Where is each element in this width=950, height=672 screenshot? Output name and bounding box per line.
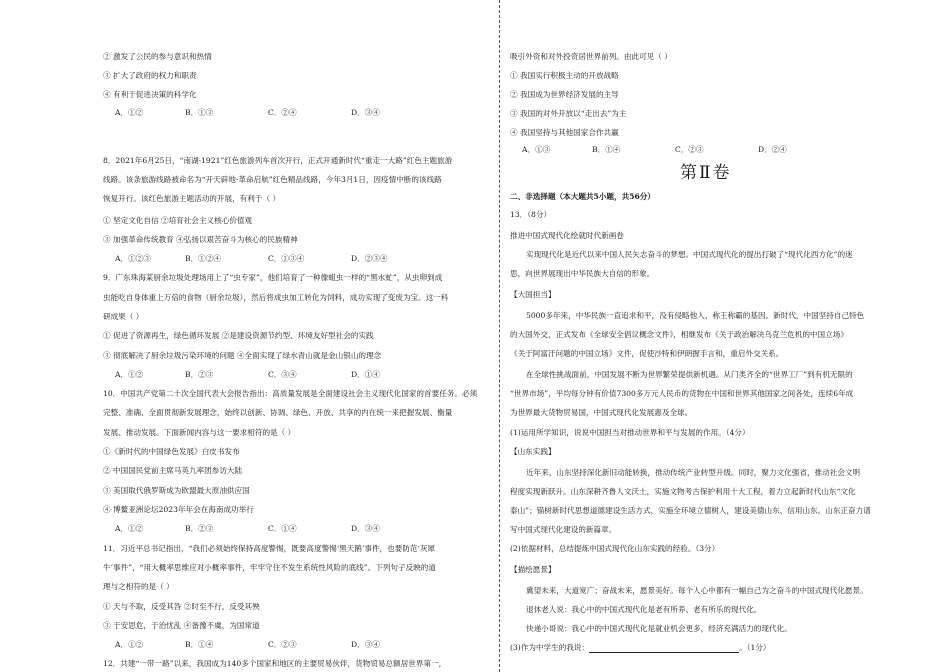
text-line: ③ 于安思危，于治忧乱 ④备豫不虞，为国常道 bbox=[103, 621, 260, 630]
text-line: ④ 博鳌亚洲论坛2023年年会在海南成功举行 bbox=[103, 505, 254, 514]
material-paragraph: 程度实现新跃升。山东深耕齐鲁人文沃土，实施文物考古保护利用十大工程，着力立起新时代山东“文化 bbox=[510, 487, 856, 496]
answer-option[interactable]: B．①④ bbox=[185, 640, 214, 649]
answer-option[interactable]: B．①③ bbox=[185, 108, 214, 117]
material-paragraph: 泰山”；锚树新时代思想道德建设生活方式，实施全环境立德树人，建设美德山东、信用山东。山东正奋力谱 bbox=[510, 506, 871, 515]
answer-option[interactable]: A．①② bbox=[115, 640, 144, 649]
answer-option[interactable]: C．②④ bbox=[268, 108, 297, 117]
volume-title: 第Ⅱ卷 bbox=[680, 163, 732, 183]
text-line: 11．习近平总书记指出，“我们必须始终保持高度警惕，既要高度警惕‘黑天鹅’事件，也要防范‘灰犀 bbox=[103, 544, 436, 553]
material-paragraph: 退休老人说：我心中的中国式现代化是老有所养、老有所乐的现代化。 bbox=[526, 605, 762, 614]
text-line: ② 中国国民党前主席马英九率团参访大陆 bbox=[103, 466, 243, 475]
question-prompt-fill bbox=[510, 643, 771, 653]
text-line: 研成果（ ） bbox=[103, 312, 144, 321]
material-paragraph: 思，向世界展现出中华民族大自信的形象。 bbox=[510, 269, 655, 278]
text-line: ③ 加强革命传统教育 ④弘扬以艰苦奋斗为核心的民族精神 bbox=[103, 235, 298, 244]
material-paragraph: 的大国外交，正式发布《全球安全倡议概念文件》，相继发布《关于政治解决乌克兰危机的中国立场》 bbox=[510, 330, 848, 339]
text-line: 9．广东珠海某厨余垃圾处理场用上了“虫专家”，他们培育了一种像蛆虫一样的“黑水虻”，从虫卵到成 bbox=[103, 273, 443, 282]
answer-option[interactable]: D．①④ bbox=[351, 370, 380, 379]
text-line: 8．2021年6月25日，“南湖·1921”红色旅游列车首次开行，正式开通新时代“重走一大路”红色主题旅游 bbox=[103, 156, 453, 165]
answer-blank[interactable] bbox=[589, 644, 739, 653]
question-prompt: (2)依据材料，总结提炼中国式现代化山东实践的经验。（3分） bbox=[510, 544, 720, 553]
answer-option[interactable]: C．②③ bbox=[675, 145, 704, 154]
material-paragraph: 冀望未来，大道宽广；奋战未来，愿景美好。每个人心中都有一幅自己为之奋斗的中国式现代化愿景。 bbox=[526, 586, 868, 595]
answer-option[interactable]: D．③④ bbox=[351, 640, 380, 649]
answer-option[interactable]: D．②④ bbox=[758, 145, 787, 154]
answer-option[interactable]: C．②③ bbox=[268, 640, 297, 649]
section-tag: 【描绘愿景】 bbox=[510, 565, 556, 574]
text-line: 理与之相符的是（ ） bbox=[103, 582, 174, 591]
answer-option[interactable]: D．②③④ bbox=[351, 254, 388, 263]
answer-option[interactable]: C．①④ bbox=[268, 524, 297, 533]
text-line: ③ 扩大了政府的权力和职责 bbox=[103, 71, 197, 80]
answer-option[interactable]: C．①③④ bbox=[268, 254, 305, 263]
q13-intro: 推进中国式现代化绘就时代新画卷 bbox=[510, 231, 624, 240]
answer-option[interactable]: C．③④ bbox=[268, 370, 297, 379]
text-line: ③ 我国的对外开放以“走出去”为主 bbox=[510, 109, 627, 118]
section-tag: 【大国担当】 bbox=[510, 290, 556, 299]
answer-option[interactable]: A．①② bbox=[115, 108, 144, 117]
answer-option[interactable]: A．①③ bbox=[522, 145, 551, 154]
answer-option[interactable]: B．②③ bbox=[185, 370, 214, 379]
text-line: 牛’事件”，“用大概率思维应对小概率事件，牢牢守住不发生系统性风险的底线”。下列句子反映的道 bbox=[103, 563, 436, 572]
material-paragraph: “世界市场”，平均每分钟有价值7300多万元人民币的货物在中国和世界其他国家之间各处，连续6年成 bbox=[510, 389, 854, 398]
text-line: 线路。该条旅游线路被命名为“开天辟地·革命启航”红色精品线路，今年3月1日，因疫情中断的该线路 bbox=[103, 175, 442, 184]
answer-options bbox=[103, 254, 495, 264]
answer-option[interactable]: B．②③ bbox=[185, 524, 214, 533]
text-line: ③ 美国取代俄罗斯成为欧盟最大原油供应国 bbox=[103, 486, 250, 495]
q13-number: 13．（8分） bbox=[510, 210, 552, 219]
answer-options bbox=[103, 640, 495, 650]
answer-option[interactable]: A．①②③ bbox=[115, 254, 151, 263]
column-divider bbox=[499, 0, 500, 672]
material-paragraph: 近年来，山东坚持深化新旧动能转换，推动传统产业转型升级。同时，聚力文化强省，推动社会文明 bbox=[526, 468, 861, 477]
material-paragraph: 5000多年来，中华民族一直追求和平，没有侵略他人、称王称霸的基因。新时代，中国坚持自己特色 bbox=[526, 311, 865, 320]
answer-option[interactable]: B．①②④ bbox=[185, 254, 221, 263]
text-line: 恢复开行。该红色旅游主题活动的开展，有利于（ ） bbox=[103, 194, 281, 203]
text-line: ① 我国实行积极主动的开放战略 bbox=[510, 71, 619, 80]
text-line: 吸引外资和对外投资居世界前列。由此可见（ ） bbox=[510, 52, 672, 61]
material-paragraph: 在全球性挑战面前，中国发展不断为世界繁荣提供新机遇。从门类齐全的“世界工厂”到有机无限的 bbox=[526, 370, 853, 379]
material-paragraph: 实现现代化是近代以来中国人民矢志奋斗的梦想。中国式现代化的提出打破了“现代化西方化”的迷 bbox=[526, 250, 853, 259]
answer-suffix: 。（1分） bbox=[739, 643, 771, 652]
text-line: ② 我国成为世界经济发展的主导 bbox=[510, 90, 619, 99]
answer-options bbox=[103, 370, 495, 380]
material-paragraph: 写中国式现代化建设的新篇章。 bbox=[510, 525, 617, 534]
answer-option[interactable]: D．③④ bbox=[351, 524, 380, 533]
answer-option[interactable]: A．①② bbox=[115, 524, 144, 533]
answer-options bbox=[510, 145, 902, 155]
text-line: ④ 有利于促进决策的科学化 bbox=[103, 90, 197, 99]
text-line: ① 坚定文化自信 ②培育社会主义核心价值观 bbox=[103, 216, 253, 225]
text-line: ④ 我国坚持与其他国家合作共赢 bbox=[510, 128, 619, 137]
text-line: 完整、准确、全面贯彻新发展理念，始终以创新、协调、绿色、开放、共享的内在统一来把握发展、衡量 bbox=[103, 408, 453, 417]
material-paragraph: 快递小哥说：我心中的中国式现代化是就业机会更多，经济充满活力的现代化。 bbox=[526, 624, 792, 633]
material-paragraph: 为世界最大货物贸易国，中国式现代化发展惠及全球。 bbox=[510, 408, 693, 417]
text-line: ① 天与不取，反受其咎 ②时至不行，反受其殃 bbox=[103, 602, 260, 611]
text-line: 虫能吃自身体重上万倍的食物（厨余垃圾），然后将成虫加工转化为饲料，成功实现了变废为宝。这一科 bbox=[103, 293, 449, 302]
answer-option[interactable]: D．③④ bbox=[351, 108, 380, 117]
question-prompt: (1)运用所学知识，说说中国担当对推动世界和平与发展的作用。（4分） bbox=[510, 428, 750, 437]
material-paragraph: 《关于阿富汗问题的中国立场》文件，促使沙特和伊朗握手言和，重启外交关系。 bbox=[510, 349, 784, 358]
answer-prefix: (3)作为中学生的我说： bbox=[510, 643, 590, 652]
section-tag: 【山东实践】 bbox=[510, 447, 556, 456]
text-line: ① 促进了资源再生，绿色循环发展 ②是建设资源节约型、环境友好型社会的实践 bbox=[103, 331, 374, 340]
text-line: 10．中国共产党第二十次全国代表大会报告指出：高质量发展是全面建设社会主义现代化国家的首要任务。必须 bbox=[103, 389, 478, 398]
text-line: ② 激发了公民的参与意识和热情 bbox=[103, 52, 212, 61]
text-line: ①《新时代的中国绿色发展》白皮书发布 bbox=[103, 447, 240, 456]
text-line: 发展、推动发展。下面新闻内容与这一要求相符的是（ ） bbox=[103, 428, 296, 437]
text-line: ③ 彻底解决了厨余垃圾污染环境的问题 ④全面实现了绿水青山就是金山银山的理念 bbox=[103, 351, 382, 360]
text-line: 12．共建“一带一路”以来，我国成为140多个国家和地区的主要贸易伙伴，货物贸易总额居世界第一， bbox=[103, 659, 447, 668]
answer-options bbox=[103, 108, 495, 118]
section-heading: 二、非选择题（本大题共5小题，共56分） bbox=[510, 192, 655, 201]
answer-option[interactable]: B．①④ bbox=[592, 145, 621, 154]
answer-options bbox=[103, 524, 495, 534]
answer-option[interactable]: A．①② bbox=[115, 370, 144, 379]
